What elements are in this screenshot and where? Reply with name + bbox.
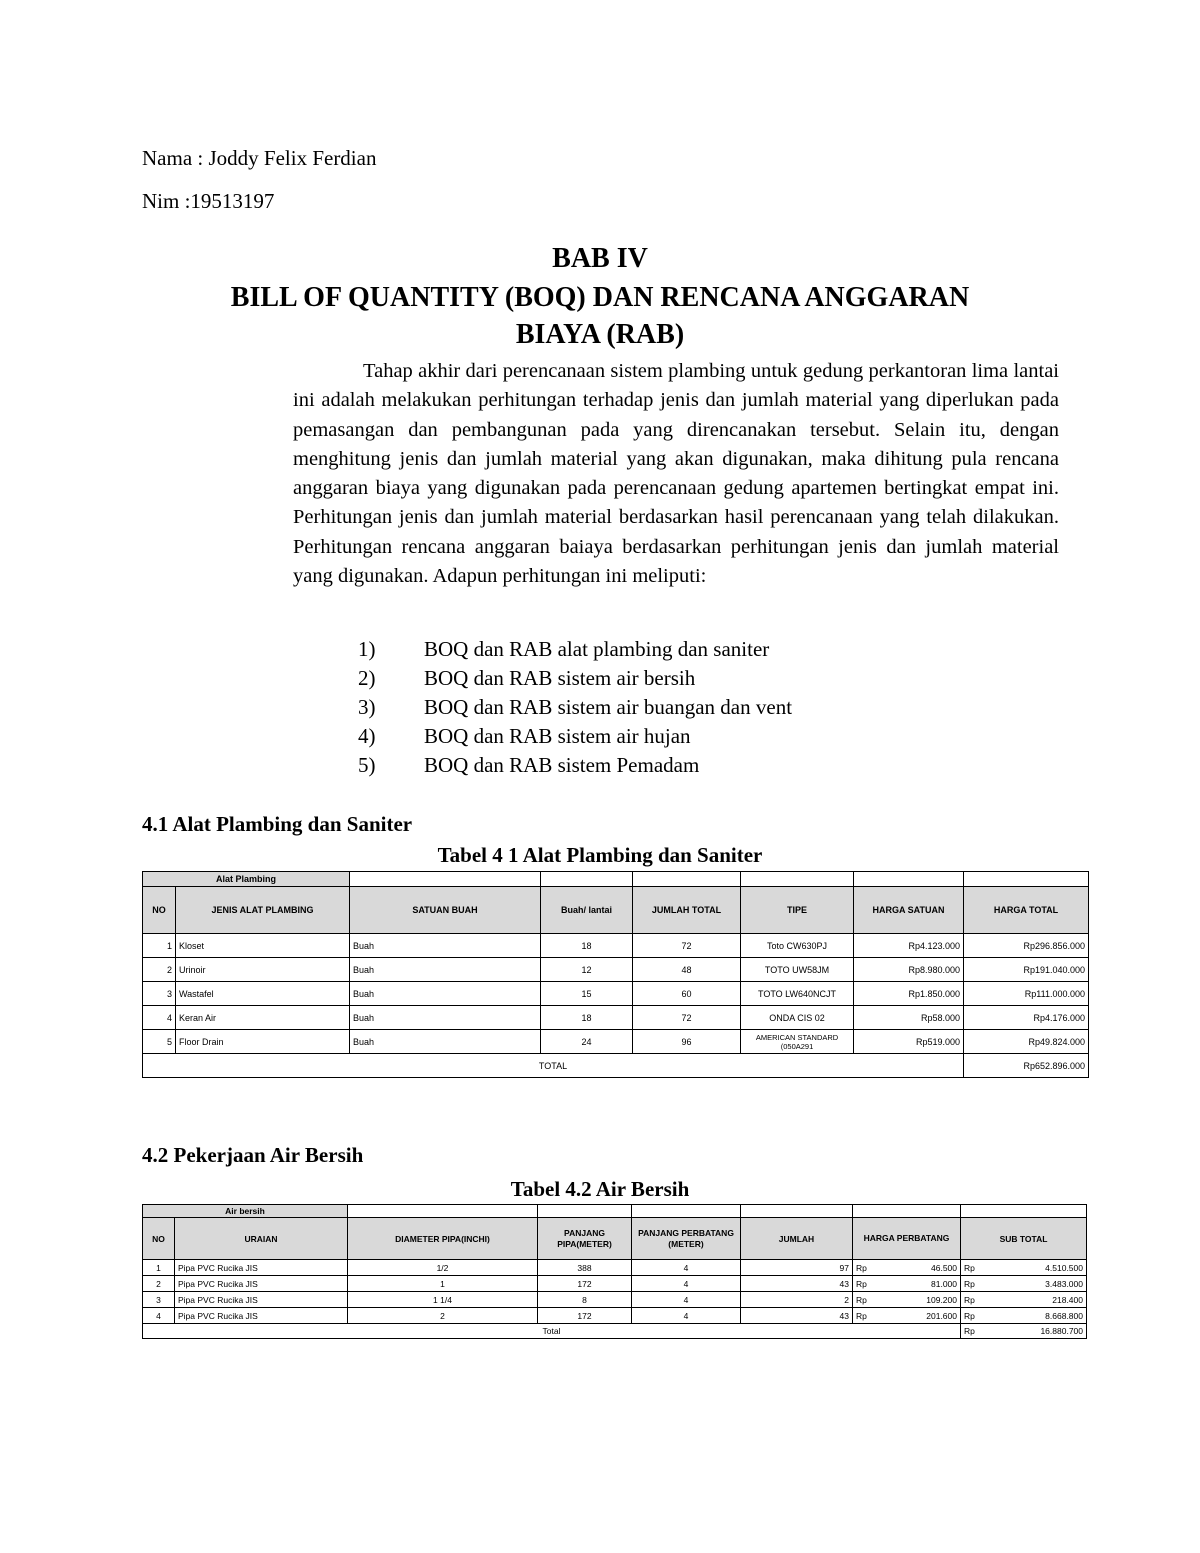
section-heading-4-2: 4.2 Pekerjaan Air Bersih — [142, 1143, 364, 1167]
intro-paragraph — [293, 357, 1059, 591]
list-text: BOQ dan RAB sistem air buangan dan vent — [424, 695, 793, 719]
cell-satuan: Buah — [350, 982, 541, 1006]
cell-jumlah: 2 — [741, 1292, 853, 1308]
cell-harga-total: Rp49.824.000 — [964, 1030, 1089, 1054]
col-header: HARGA PERBATANG — [853, 1218, 961, 1260]
col-header: TIPE — [741, 887, 854, 934]
currency-label: Rp — [964, 1310, 975, 1321]
cell-no: 5 — [143, 1030, 176, 1054]
cell-per-lantai: 18 — [541, 1006, 633, 1030]
currency-label: Rp — [856, 1262, 867, 1273]
col-header: HARGA TOTAL — [964, 887, 1089, 934]
group-label: Alat Plambing — [143, 872, 350, 887]
table-group-row — [143, 872, 1089, 887]
table-row — [143, 1260, 1087, 1276]
chapter-title-line1: BILL OF QUANTITY (BOQ) DAN RENCANA ANGGARAN — [230, 282, 970, 313]
table-row — [143, 982, 1089, 1006]
cell-tipe: TOTO LW640NCJT — [741, 982, 854, 1006]
cell-uraian: Pipa PVC Rucika JIS — [175, 1308, 348, 1324]
section-heading-4-1: 4.1 Alat Plambing dan Saniter — [142, 812, 413, 836]
table-row — [143, 1308, 1087, 1324]
table-caption-4-2: Tabel 4.2 Air Bersih — [510, 1177, 690, 1201]
cell-harga — [853, 1292, 961, 1308]
cell-no: 1 — [143, 934, 176, 958]
col-header: SUB TOTAL — [961, 1218, 1087, 1260]
cell-diameter: 1 1/4 — [348, 1292, 538, 1308]
cell-no: 4 — [143, 1308, 175, 1324]
cell-no: 3 — [143, 1292, 175, 1308]
col-header: URAIAN — [175, 1218, 348, 1260]
table-air-bersih — [142, 1204, 1087, 1339]
table-row — [143, 1276, 1087, 1292]
cell-satuan: Buah — [350, 934, 541, 958]
amount: 81.000 — [931, 1278, 957, 1289]
cell-panjang: 172 — [538, 1308, 632, 1324]
cell-jenis: Urinoir — [176, 958, 350, 982]
col-header: JUMLAH TOTAL — [633, 887, 741, 934]
col-header: JENIS ALAT PLAMBING — [176, 887, 350, 934]
cell-satuan: Buah — [350, 958, 541, 982]
cell-tipe: TOTO UW58JM — [741, 958, 854, 982]
list-number: 3) — [358, 695, 376, 719]
cell-jenis: Kloset — [176, 934, 350, 958]
table-total-row — [143, 1324, 1087, 1339]
col-header: PANJANG PIPA(METER) — [538, 1218, 632, 1260]
cell-jumlah: 43 — [741, 1308, 853, 1324]
cell-satuan: Buah — [350, 1030, 541, 1054]
list-text: BOQ dan RAB sistem Pemadam — [424, 753, 700, 777]
cell-perbatang: 4 — [632, 1276, 741, 1292]
cell-uraian: Pipa PVC Rucika JIS — [175, 1292, 348, 1308]
cell-jumlah: 43 — [741, 1276, 853, 1292]
cell-satuan: Buah — [350, 1006, 541, 1030]
student-nim: Nim :19513197 — [142, 189, 275, 213]
col-header: NO — [143, 1218, 175, 1260]
cell-subtotal — [961, 1260, 1087, 1276]
cell-panjang: 172 — [538, 1276, 632, 1292]
chapter-label: BAB IV — [552, 243, 648, 274]
cell-perbatang: 4 — [632, 1292, 741, 1308]
currency-label: Rp — [856, 1310, 867, 1321]
table-alat-plambing — [142, 871, 1089, 1078]
scope-list — [358, 635, 958, 785]
total-value: Rp652.896.000 — [964, 1054, 1089, 1078]
amount: 218.400 — [1052, 1294, 1083, 1305]
cell-no: 4 — [143, 1006, 176, 1030]
col-header: SATUAN BUAH — [350, 887, 541, 934]
cell-diameter: 1 — [348, 1276, 538, 1292]
cell-jenis: Floor Drain — [176, 1030, 350, 1054]
cell-jenis: Wastafel — [176, 982, 350, 1006]
cell-tipe: AMERICAN STANDARD (050A291 — [741, 1030, 854, 1054]
cell-jumlah: 97 — [741, 1260, 853, 1276]
cell-diameter: 2 — [348, 1308, 538, 1324]
cell-jumlah: 72 — [633, 934, 741, 958]
currency-label: Rp — [856, 1278, 867, 1289]
cell-perbatang: 4 — [632, 1260, 741, 1276]
cell-harga-satuan: Rp58.000 — [854, 1006, 964, 1030]
table-caption-4-1: Tabel 4 1 Alat Plambing dan Saniter — [437, 843, 763, 867]
cell-harga — [853, 1308, 961, 1324]
cell-harga-satuan: Rp1.850.000 — [854, 982, 964, 1006]
amount: 109.200 — [926, 1294, 957, 1305]
cell-no: 1 — [143, 1260, 175, 1276]
cell-harga-satuan: Rp4.123.000 — [854, 934, 964, 958]
cell-harga — [853, 1260, 961, 1276]
cell-harga-satuan: Rp8.980.000 — [854, 958, 964, 982]
amount: 46.500 — [931, 1262, 957, 1273]
cell-subtotal — [961, 1292, 1087, 1308]
table-row — [143, 958, 1089, 982]
table-row — [143, 1006, 1089, 1030]
amount: 8.668.800 — [1045, 1310, 1083, 1321]
total-value — [961, 1324, 1087, 1339]
cell-jumlah: 96 — [633, 1030, 741, 1054]
cell-harga-total: Rp4.176.000 — [964, 1006, 1089, 1030]
list-text: BOQ dan RAB alat plambing dan saniter — [424, 637, 770, 661]
cell-jumlah: 72 — [633, 1006, 741, 1030]
cell-jumlah: 60 — [633, 982, 741, 1006]
cell-per-lantai: 12 — [541, 958, 633, 982]
col-header: HARGA SATUAN — [854, 887, 964, 934]
list-text: BOQ dan RAB sistem air bersih — [424, 666, 696, 690]
col-header: DIAMETER PIPA(INCHI) — [348, 1218, 538, 1260]
table-total-row — [143, 1054, 1089, 1078]
currency-label: Rp — [964, 1294, 975, 1305]
list-number: 4) — [358, 724, 376, 748]
amount: 3.483.000 — [1045, 1278, 1083, 1289]
cell-diameter: 1/2 — [348, 1260, 538, 1276]
col-header: PANJANG PERBATANG(METER) — [632, 1218, 741, 1260]
cell-no: 3 — [143, 982, 176, 1006]
amount: 16.880.700 — [1040, 1326, 1083, 1336]
total-label: TOTAL — [143, 1054, 964, 1078]
cell-perbatang: 4 — [632, 1308, 741, 1324]
chapter-title-line2: BIAYA (RAB) — [515, 319, 685, 350]
cell-panjang: 388 — [538, 1260, 632, 1276]
cell-tipe: Toto CW630PJ — [741, 934, 854, 958]
group-label: Air bersih — [143, 1205, 348, 1218]
cell-uraian: Pipa PVC Rucika JIS — [175, 1260, 348, 1276]
cell-harga-total: Rp191.040.000 — [964, 958, 1089, 982]
table-group-row — [143, 1205, 1087, 1218]
cell-per-lantai: 15 — [541, 982, 633, 1006]
cell-jenis: Keran Air — [176, 1006, 350, 1030]
student-name: Nama : Joddy Felix Ferdian — [142, 146, 377, 170]
list-text: BOQ dan RAB sistem air hujan — [424, 724, 691, 748]
table-header-row — [143, 887, 1089, 934]
table-row — [143, 1030, 1089, 1054]
cell-per-lantai: 18 — [541, 934, 633, 958]
currency-label: Rp — [964, 1326, 975, 1336]
cell-per-lantai: 24 — [541, 1030, 633, 1054]
cell-no: 2 — [143, 1276, 175, 1292]
cell-harga-satuan: Rp519.000 — [854, 1030, 964, 1054]
table-header-row — [143, 1218, 1087, 1260]
cell-subtotal — [961, 1276, 1087, 1292]
cell-tipe: ONDA CIS 02 — [741, 1006, 854, 1030]
intro-text: Tahap akhir dari perencanaan sistem plambing untuk gedung perkantoran lima lantai ini adalah melakukan perhitungan terhadap jenis dan jumlah material yang diperlukan pada pemasangan dan pembangunan pada yang direncanakan tersebut. Selain itu, dengan menghitung jenis dan jumlah material yang akan digunakan, maka dihitung pula rencana anggaran biaya yang digunakan pada perencanaan gedung apartemen bertingkat empat ini. Perhitungan jenis dan jumlah material berdasarkan hasil perencanaan yang telah dilakukan. Perhitungan rencana anggaran baiaya berdasarkan perhitungan jenis dan jumlah material yang digunakan. Adapun perhitungan ini meliputi: — [293, 360, 1059, 588]
list-number: 2) — [358, 666, 376, 690]
cell-no: 2 — [143, 958, 176, 982]
list-number: 5) — [358, 753, 376, 777]
cell-jumlah: 48 — [633, 958, 741, 982]
col-header: NO — [143, 887, 176, 934]
total-label: Total — [143, 1324, 961, 1339]
currency-label: Rp — [964, 1278, 975, 1289]
cell-harga-total: Rp111.000.000 — [964, 982, 1089, 1006]
amount: 201.600 — [926, 1310, 957, 1321]
cell-panjang: 8 — [538, 1292, 632, 1308]
cell-harga-total: Rp296.856.000 — [964, 934, 1089, 958]
cell-subtotal — [961, 1308, 1087, 1324]
table-row — [143, 1292, 1087, 1308]
currency-label: Rp — [964, 1262, 975, 1273]
col-header: Buah/ lantai — [541, 887, 633, 934]
cell-uraian: Pipa PVC Rucika JIS — [175, 1276, 348, 1292]
list-number: 1) — [358, 637, 376, 661]
cell-harga — [853, 1276, 961, 1292]
table-row — [143, 934, 1089, 958]
amount: 4.510.500 — [1045, 1262, 1083, 1273]
currency-label: Rp — [856, 1294, 867, 1305]
col-header: JUMLAH — [741, 1218, 853, 1260]
